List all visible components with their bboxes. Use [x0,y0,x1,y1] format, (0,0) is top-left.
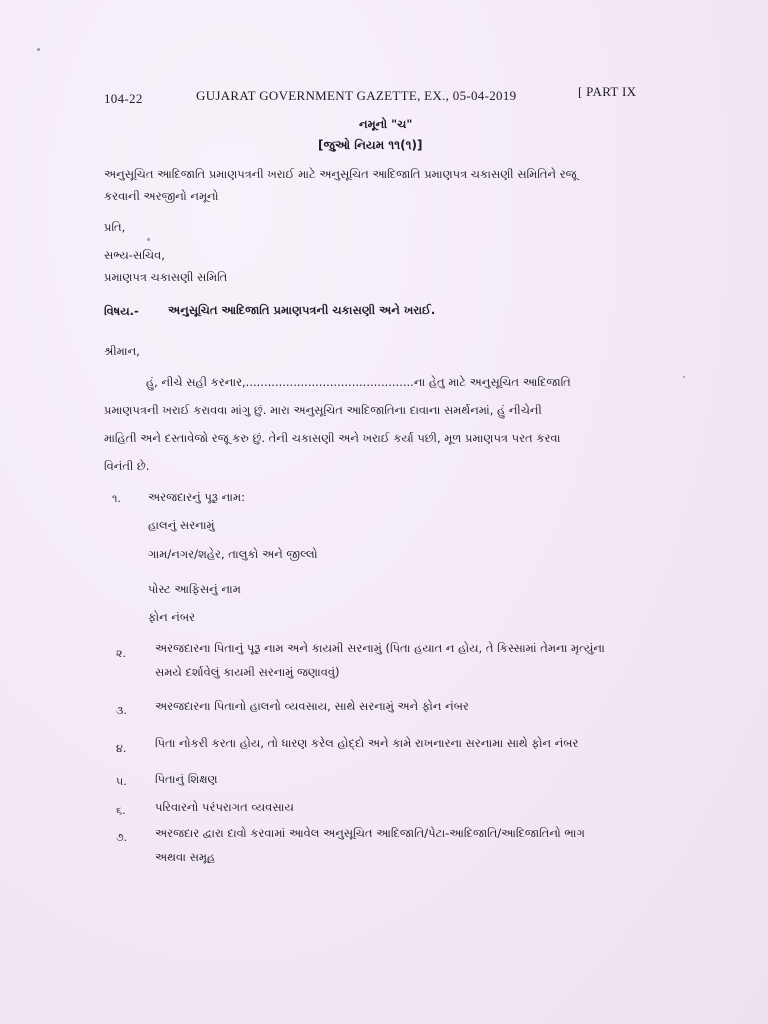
subject-text: અનુસૂચિત આદિજાતિ પ્રમાણપત્રની ચકાસણી અને ખરાઈ. [168,303,436,317]
body-line-1: હું, નીચે સહી કરનાર,..............................................ના હેતુ માટે અનુસૂચિત આદિજાતિ [146,375,571,389]
body-line-4: વિનંતી છે. [104,459,150,473]
part-label: [ PART IX [578,84,637,99]
form-intro-line-2: કરવાની અરજીનો નમૂનો [104,189,219,203]
item-7-line-2: અથવા સમૂહ [155,850,216,864]
item-number: ૪. [116,742,127,755]
item-4-line-1: પિતા નોકરી કરતા હોય, તો ધારણ કરેલ હોદ્દો અને કામે રાખનારના સરનામા સાથે ફોન નંબર [155,736,579,750]
scan-speck [683,376,685,378]
body-line-2: પ્રમાણપત્રની ખરાઈ કરાવવા માંગુ છું. મારા અનુસૂચિત આદિજાતિના દાવાના સમર્થનમાં, હું નીચેની [104,403,542,417]
body-line-3: માહિતી અને દસ્તાવેજો રજૂ કરુ છું. તેની ચકાસણી અને ખરાઈ કર્યા પછી, મૂળ પ્રમાણપત્ર પરત કરવા [104,431,561,445]
salutation: શ્રીમાન, [104,344,140,358]
addressee-committee: પ્રમાણપત્ર ચકાસણી સમિતિ [104,270,228,284]
scan-speck [147,238,150,241]
scan-speck [37,48,40,51]
page-number: 104-22 [104,91,143,106]
item-1-phone: ફોન નંબર [148,610,196,624]
addressee-designation: સભ્ય-સચિવ, [104,248,165,262]
item-2-line-2: સમયે દર્શાવેલું કાયમી સરનામું જણાવવું) [155,665,340,679]
item-6-line-1: પરિવારનો પરંપરાગત વ્યવસાય [155,800,294,814]
item-5-line-1: પિતાનું શિક્ષણ [155,772,218,786]
item-1-post-office: પોસ્ટ આફિસનું નામ [148,582,241,596]
item-number: ૨. [116,647,126,660]
item-number: ૭. [116,831,128,844]
item-2-line-1: અરજદારના પિતાનું પૂરૂ નામ અને કાયમી સરનામું (પિતા હયાત ન હોય, તે કિસ્સામાં તેમના મૃત્યુંના [155,641,605,655]
item-1-current-address: હાલનું સરનામું [148,518,215,532]
rule-reference: [જુઓ નિયમ ૧૧(૧)] [318,138,423,152]
form-intro-line-1: અનુસૂચિત આદિજાતિ પ્રમાણપત્રની ખરાઈ માટે અનુસૂચિત આદિજાતિ પ્રમાણપત્ર ચકાસણી સમિતિને રજૂ [104,167,577,181]
item-7-line-1: અરજદાર દ્વારા દાવો કરવામાં આવેલ અનુસૂચિત આદિજાતિ/પેટા-આદિજાતિ/આદિજાતિનો ભાગ [155,826,585,840]
item-1-village-taluka-district: ગામ/નગર/શહેર, તાલુકો અને જીલ્લો [148,547,318,561]
gazette-title: GUJARAT GOVERNMENT GAZETTE, EX., 05-04-2019 [196,88,517,103]
item-number: ૧. [112,492,121,505]
subject-label: વિષય.- [104,304,139,318]
item-number: ૩. [116,704,127,717]
item-1-applicant-name: અરજદારનું પૂરૂ નામ: [148,490,245,504]
item-3-line-1: અરજદારના પિતાનો હાલનો વ્યવસાય, સાથે સરનામું અને ફોન નંબર [155,699,469,713]
form-title: નમૂનો "ચ" [359,117,413,131]
addressee-to: પ્રતિ, [104,220,126,234]
item-number: ૬. [116,804,126,817]
item-number: ૫. [116,775,127,788]
